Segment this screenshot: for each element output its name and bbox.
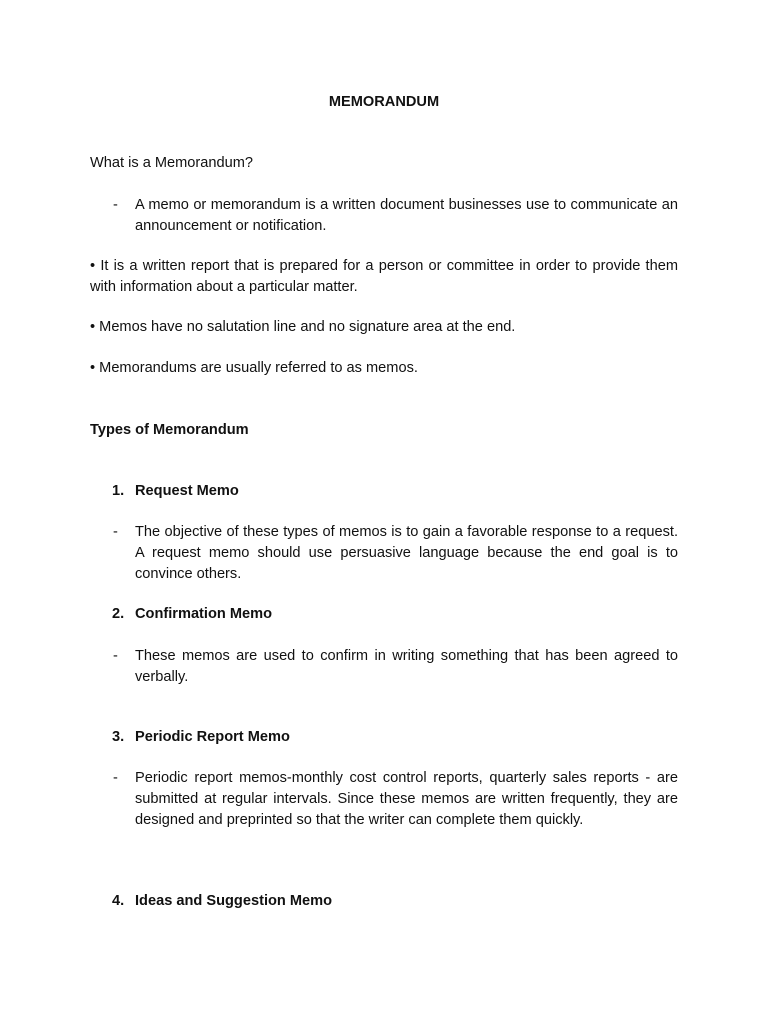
types-heading: Types of Memorandum xyxy=(90,422,249,438)
bullet-paragraph: • Memos have no salutation line and no signature area at the end. xyxy=(90,319,516,335)
type-description: These memos are used to confirm in writing something that has been agreed to verbally. xyxy=(135,648,678,685)
list-number: 1. xyxy=(112,483,125,499)
type-name: Confirmation Memo xyxy=(135,606,273,622)
bullet-paragraph: • Memorandums are usually referred to as memos. xyxy=(90,360,418,376)
dash-marker: - xyxy=(113,770,118,786)
type-description-item xyxy=(90,646,678,688)
type-heading xyxy=(90,481,678,502)
type-description-item xyxy=(90,522,678,585)
type-description: Periodic report memos-monthly cost control reports, quarterly sales reports - are submitted at regular intervals. Since these memos are written frequently, they are designed and preprinted so that the writer can complete them quickly. xyxy=(135,770,678,828)
bullet-paragraph: • It is a written report that is prepared for a person or committee in order to provide them with information about a particular matter. xyxy=(90,258,678,295)
definition-text: A memo or memorandum is a written document businesses use to communicate an announcement or notification. xyxy=(135,197,678,234)
dash-marker: - xyxy=(113,524,118,540)
list-number: 4. xyxy=(112,893,125,909)
document-title: MEMORANDUM xyxy=(328,94,440,110)
section-question: What is a Memorandum? xyxy=(90,155,254,171)
type-name: Request Memo xyxy=(135,483,239,499)
type-name: Periodic Report Memo xyxy=(135,729,290,745)
dash-marker: - xyxy=(113,197,118,213)
type-name: Ideas and Suggestion Memo xyxy=(135,893,333,909)
type-heading xyxy=(90,604,678,625)
dash-marker: - xyxy=(113,648,118,664)
type-heading xyxy=(90,727,678,748)
type-description: The objective of these types of memos is to gain a favorable response to a request. A request memo should use persuasive language because the end goal is to convince others. xyxy=(135,524,678,582)
definition-item xyxy=(90,195,678,237)
list-number: 3. xyxy=(112,729,125,745)
type-description-item xyxy=(90,768,678,831)
type-heading xyxy=(90,891,678,912)
list-number: 2. xyxy=(112,606,125,622)
